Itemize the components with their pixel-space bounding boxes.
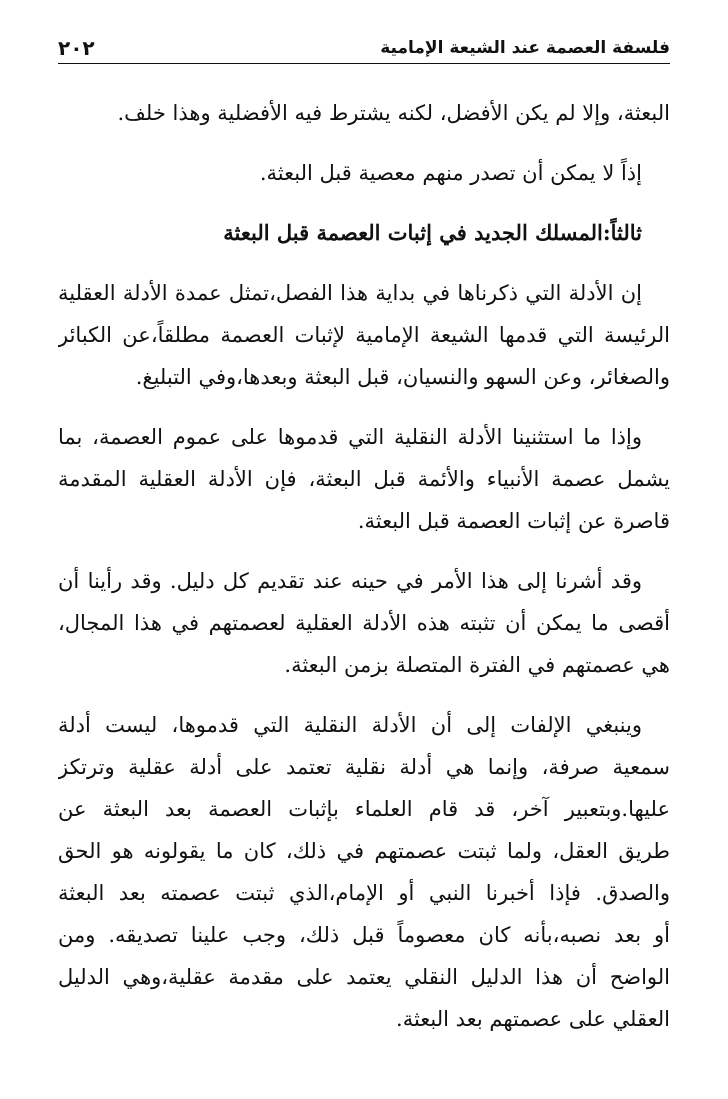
section-heading: ثالثاً:المسلك الجديد في إثبات العصمة قبل البعثة — [223, 220, 642, 245]
paragraph-line: وقد أشرنا إلى هذا الأمر في حينه عند تقديم كل دليل. وقد رأينا أن — [58, 569, 642, 593]
book-page — [58, 0, 670, 1099]
paragraph-line: الرئيسة التي قدمها الشيعة الإمامية لإثبات العصمة مطلقاً،عن الكبائر — [58, 323, 670, 347]
paragraph-line: سمعية صرفة، وإنما هي أدلة نقلية تعتمد على أدلة عقلية وترتكز — [58, 755, 670, 779]
running-title: فلسفة العصمة عند الشيعة الإمامية — [380, 38, 670, 58]
paragraph-line: والصدق. فإذا أخبرنا النبي أو الإمام،الذي ثبتت عصمته بعد البعثة — [58, 881, 670, 905]
paragraph-line: وينبغي الإلفات إلى أن الأدلة النقلية التي قدموها، ليست أدلة — [58, 713, 642, 737]
paragraph-line: أو بعد نصبه،بأنه كان معصوماً قبل ذلك، وجب علينا تصديقه. ومن — [58, 923, 670, 947]
paragraph-line: وإذا ما استثنينا الأدلة النقلية التي قدموها على عموم العصمة، بما — [58, 425, 642, 449]
running-header — [58, 32, 670, 64]
paragraph-line: يشمل عصمة الأنبياء والأئمة قبل البعثة، فإن الأدلة العقلية المقدمة — [58, 467, 670, 491]
paragraph-line: البعثة، وإلا لم يكن الأفضل، لكنه يشترط فيه الأفضلية وهذا خلف. — [117, 101, 670, 125]
paragraph-line: الواضح أن هذا الدليل النقلي يعتمد على مقدمة عقلية،وهي الدليل — [58, 965, 670, 989]
paragraph-line: قاصرة عن إثبات العصمة قبل البعثة. — [357, 509, 670, 533]
paragraph-line: هي عصمتهم في الفترة المتصلة بزمن البعثة. — [284, 653, 670, 677]
paragraph-line: إن الأدلة التي ذكرناها في بداية هذا الفصل،تمثل عمدة الأدلة العقلية — [58, 281, 642, 305]
paragraph-line: أقصى ما يمكن أن تثبته هذه الأدلة العقلية لعصمتهم في هذا المجال، — [58, 611, 670, 635]
paragraph-line: عليها.وبتعبير آخر، قد قام العلماء بإثبات العصمة بعد البعثة عن — [58, 797, 670, 821]
paragraph-line: طريق العقل، ولما ثبتت عصمتهم في ذلك، كان ما يقولونه هو الحق — [58, 839, 670, 863]
page-number: ٢٠٢ — [58, 36, 95, 60]
paragraph-line: إذاً لا يمكن أن تصدر منهم معصية قبل البعثة. — [259, 161, 642, 185]
paragraph-line: العقلي على عصمتهم بعد البعثة. — [396, 1007, 670, 1031]
page-body — [58, 92, 670, 1040]
paragraph-line: والصغائر، وعن السهو والنسيان، قبل البعثة وبعدها،وفي التبليغ. — [135, 365, 670, 389]
